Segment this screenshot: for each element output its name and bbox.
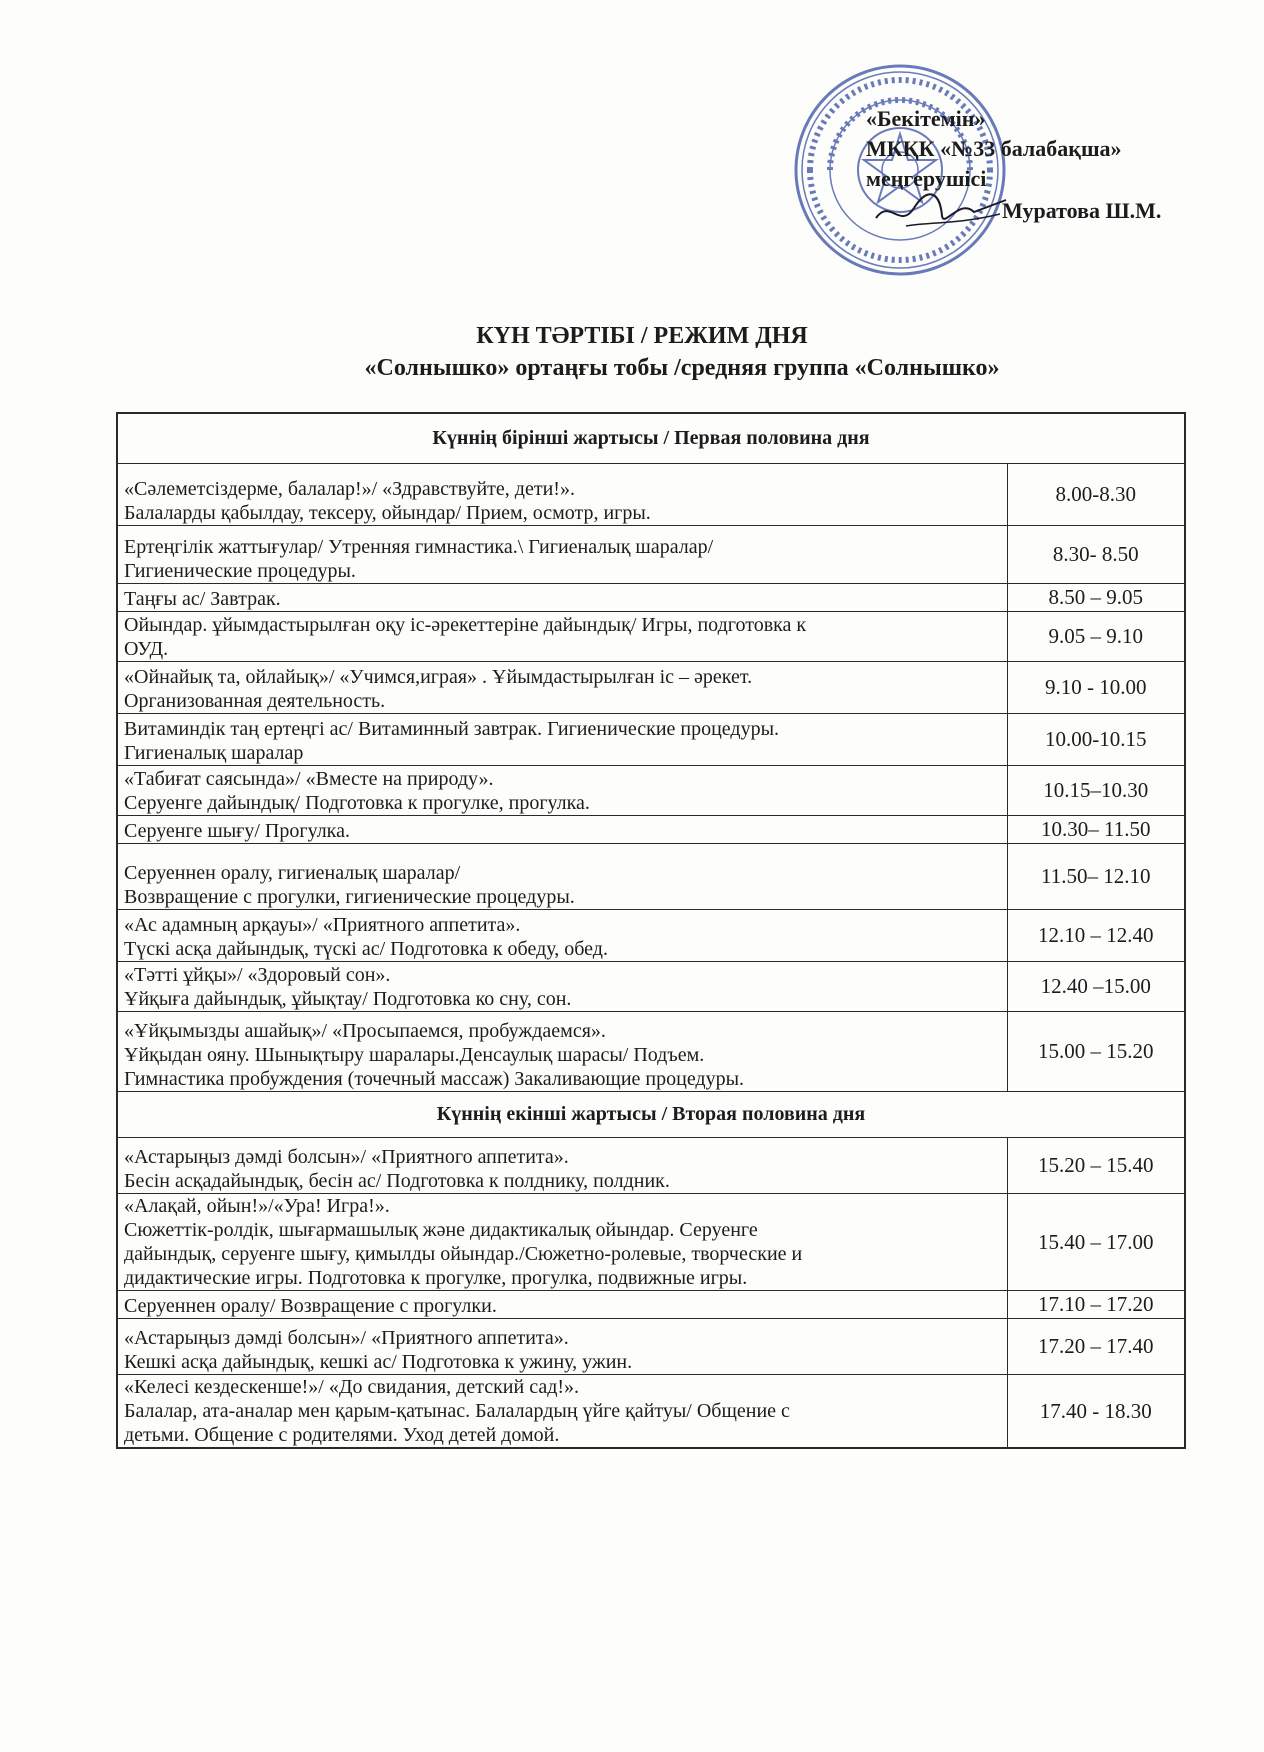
activity-line: Серуеннен оралу, гигиеналық шаралар/ — [124, 861, 461, 884]
section-header: Күннің екінші жартысы / Вторая половина дня — [117, 1091, 1185, 1137]
signer-name: Муратова Ш.М. — [1002, 198, 1162, 223]
activity-cell — [117, 661, 1007, 713]
activity-line: «Табиғат саясында»/ «Вместе на природу». — [124, 767, 494, 790]
activity-line: «Астарыңыз дәмді болсын»/ «Приятного аппетита». — [124, 1326, 569, 1349]
activity-line: Түскі асқа дайындық, түскі ас/ Подготовка к обеду, обед. — [124, 937, 608, 960]
schedule-row — [117, 1318, 1185, 1374]
activity-line: Организованная деятельность. — [124, 689, 386, 712]
activity-cell — [117, 525, 1007, 583]
schedule-row — [117, 713, 1185, 765]
time-cell: 8.30- 8.50 — [1007, 525, 1185, 583]
activity-line: «Келесі кездескенше!»/ «До свидания, детский сад!». — [124, 1375, 580, 1398]
activity-line: Балалар, ата-аналар мен қарым-қатынас. Балалардың үйге қайтуы/ Общение с — [124, 1399, 790, 1422]
time-cell: 10.15–10.30 — [1007, 765, 1185, 815]
activity-line: Ертеңгілік жаттығулар/ Утренняя гимнастика.\ Гигиеналық шаралар/ — [124, 535, 714, 558]
time-cell: 15.40 – 17.00 — [1007, 1193, 1185, 1290]
activity-line: Ұйқыдан ояну. Шынықтыру шаралары.Денсаулық шарасы/ Подъем. — [124, 1043, 705, 1066]
activity-cell — [117, 765, 1007, 815]
activity-line: Серуеннен оралу/ Возвращение с прогулки. — [124, 1294, 497, 1317]
schedule-row — [117, 1290, 1185, 1318]
activity-line: Ұйқыға дайындық, ұйықтау/ Подготовка ко сну, сон. — [124, 987, 572, 1010]
activity-line: Витаминдік таң ертеңгі ас/ Витаминный завтрак. Гигиенические процедуры. — [124, 717, 780, 740]
activity-cell — [117, 1137, 1007, 1193]
activity-line: «Ұйқымызды ашайық»/ «Просыпаемся, пробуждаемся». — [124, 1019, 606, 1042]
activity-cell — [117, 961, 1007, 1011]
activity-cell — [117, 1290, 1007, 1318]
time-cell: 17.40 - 18.30 — [1007, 1374, 1185, 1448]
title-line-1: КҮН ТӘРТІБІ / РЕЖИМ ДНЯ — [476, 323, 808, 349]
activity-line: «Тәтті ұйқы»/ «Здоровый сон». — [124, 963, 391, 986]
schedule-row — [117, 1193, 1185, 1290]
schedule-row — [117, 815, 1185, 843]
time-cell: 10.30– 11.50 — [1007, 815, 1185, 843]
activity-cell — [117, 1193, 1007, 1290]
schedule-row — [117, 583, 1185, 611]
time-cell: 17.10 – 17.20 — [1007, 1290, 1185, 1318]
activity-cell — [117, 713, 1007, 765]
activity-line: Ойындар. ұйымдастырылған оқу іс-әрекеттеріне дайындық/ Игры, подготовка к — [124, 613, 807, 636]
time-cell: 10.00-10.15 — [1007, 713, 1185, 765]
activity-cell — [117, 583, 1007, 611]
time-cell: 9.05 – 9.10 — [1007, 611, 1185, 661]
time-cell: 8.50 – 9.05 — [1007, 583, 1185, 611]
activity-cell — [117, 843, 1007, 909]
activity-line: «Сәлеметсіздерме, балалар!»/ «Здравствуйте, дети!». — [124, 477, 575, 500]
section-header: Күннің бірінші жартысы / Первая половина дня — [117, 413, 1185, 463]
activity-line: Серуенге дайындық/ Подготовка к прогулке, прогулка. — [124, 791, 590, 814]
time-cell: 15.00 – 15.20 — [1007, 1011, 1185, 1091]
schedule-row — [117, 909, 1185, 961]
time-cell: 8.00-8.30 — [1007, 463, 1185, 525]
activity-line: Таңғы ас/ Завтрак. — [124, 587, 281, 610]
activity-line: детьми. Общение с родителями. Уход детей домой. — [124, 1423, 560, 1446]
schedule-row — [117, 463, 1185, 525]
signature — [870, 178, 1010, 238]
activity-line: Балаларды қабылдау, тексеру, ойындар/ Прием, осмотр, игры. — [124, 501, 651, 524]
activity-cell — [117, 611, 1007, 661]
document-title — [0, 320, 1264, 384]
time-cell: 17.20 – 17.40 — [1007, 1318, 1185, 1374]
title-line-2: «Солнышко» ортаңғы тобы /средняя группа «Солнышко» — [364, 355, 1000, 381]
activity-cell — [117, 1011, 1007, 1091]
activity-line: Гимнастика пробуждения (точечный массаж) Закаливающие процедуры. — [124, 1067, 745, 1090]
time-cell: 9.10 - 10.00 — [1007, 661, 1185, 713]
schedule-table — [116, 412, 1186, 1449]
time-cell: 12.40 –15.00 — [1007, 961, 1185, 1011]
schedule-row — [117, 843, 1185, 909]
activity-line: «Ойнайық та, ойлайық»/ «Учимся,играя» . Ұйымдастырылған іс – әрекет. — [124, 665, 753, 688]
schedule-row — [117, 1011, 1185, 1091]
activity-line: Гигиеналық шаралар — [124, 741, 304, 764]
activity-line: Возвращение с прогулки, гигиенические процедуры. — [124, 885, 575, 908]
time-cell: 15.20 – 15.40 — [1007, 1137, 1185, 1193]
section-header-row — [117, 1091, 1185, 1137]
approval-block — [790, 60, 1210, 280]
time-cell: 11.50– 12.10 — [1007, 843, 1185, 909]
time-cell: 12.10 – 12.40 — [1007, 909, 1185, 961]
section-header-row — [117, 413, 1185, 463]
activity-line: Сюжеттік-ролдік, шығармашылық және дидактикалық ойындар. Серуенге — [124, 1218, 758, 1241]
activity-line: дидактические игры. Подготовка к прогулке, прогулка, подвижные игры. — [124, 1266, 748, 1289]
schedule-row — [117, 1374, 1185, 1448]
activity-cell — [117, 909, 1007, 961]
schedule-row — [117, 1137, 1185, 1193]
approval-line-3: меңгерушісі — [866, 166, 987, 191]
schedule-row — [117, 525, 1185, 583]
schedule-row — [117, 661, 1185, 713]
activity-line: «Астарыңыз дәмді болсын»/ «Приятного аппетита». — [124, 1145, 569, 1168]
approval-line-1: «Бекітемін» — [866, 106, 986, 131]
activity-cell — [117, 463, 1007, 525]
schedule-row — [117, 765, 1185, 815]
activity-cell — [117, 1374, 1007, 1448]
activity-line: «Ас адамның арқауы»/ «Приятного аппетита». — [124, 913, 521, 936]
activity-line: Кешкі асқа дайындық, кешкі ас/ Подготовка к ужину, ужин. — [124, 1350, 633, 1373]
activity-line: Серуенге шығу/ Прогулка. — [124, 819, 350, 842]
activity-line: ОУД. — [124, 637, 169, 660]
activity-line: дайындық, серуенге шығу, қимылды ойындар./Сюжетно-ролевые, творческие и — [124, 1242, 803, 1265]
schedule-row — [117, 611, 1185, 661]
schedule-row — [117, 961, 1185, 1011]
activity-line: Гигиенические процедуры. — [124, 559, 356, 582]
activity-line: «Алақай, ойын!»/«Ура! Игра!». — [124, 1194, 390, 1217]
activity-cell — [117, 815, 1007, 843]
activity-line: Бесін асқадайындық, бесін ас/ Подготовка к полднику, полдник. — [124, 1169, 670, 1192]
approval-line-2: МКҚК «№33 балабақша» — [866, 136, 1122, 161]
activity-cell — [117, 1318, 1007, 1374]
